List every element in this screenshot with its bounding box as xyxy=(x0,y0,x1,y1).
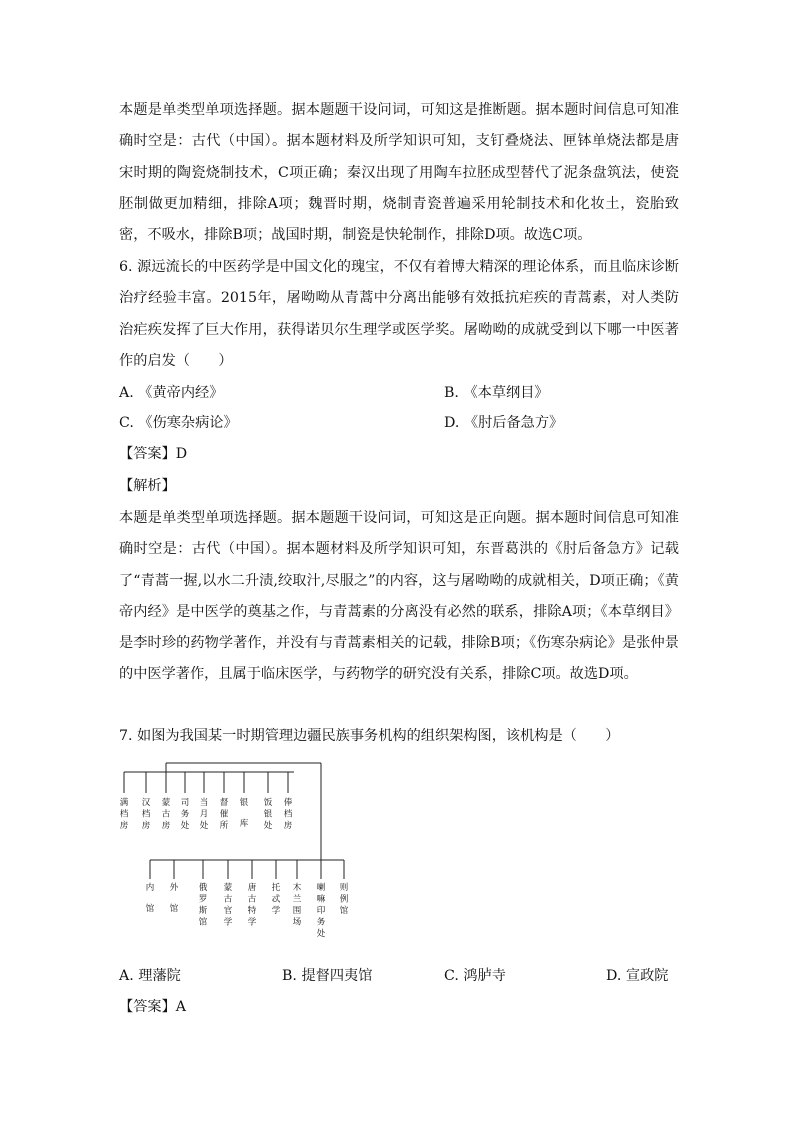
top-node-char: 汉 xyxy=(141,798,151,808)
q5-analysis-paragraph: 本题是单类型单项选择题。据本题题干设问词，可知这是推断题。据本题时间信息可知准确时空是：古代（中国）。据本题材料及所学知识可知，支钉叠烧法、匣钵单烧法都是唐宋时期的陶瓷烧制技术，C项正确；秦汉出现了用陶车拉胚成型替代了泥条盘筑法，使瓷胚制做更加精细，排除A项；魏晋时期，烧制青瓷普遍采用轮制技术和化妆土，瓷胎致密，不吸水，排除B项；战国时期，制瓷是快轮制作，排除D项。故选C项。 xyxy=(119,102,679,244)
q7-answer: 【答案】A xyxy=(119,999,186,1015)
bottom-node-char: 蒙 xyxy=(223,883,233,893)
top-node-char: 满 xyxy=(119,798,129,808)
q6-answer: 【答案】D xyxy=(119,446,188,462)
top-node-char: 银 xyxy=(239,798,249,808)
bottom-node-char: 喇 xyxy=(316,883,326,893)
q7-option-a: A. 理藩院 xyxy=(119,968,181,984)
top-node-char: 档 xyxy=(141,809,151,820)
top-node-char: 档 xyxy=(283,809,293,820)
top-node-char: 处 xyxy=(263,821,273,831)
top-node-char: 督 xyxy=(219,798,229,808)
bottom-node-char: 斯 xyxy=(198,906,208,916)
bottom-node-char: 罗 xyxy=(198,894,208,905)
q7-stem: 7. 如图为我国某一时期管理边疆民族事务机构的组织架构图，该机构是（ ） xyxy=(119,728,620,744)
bottom-node-char: 学 xyxy=(247,917,257,928)
bottom-node-char: 唐 xyxy=(247,883,257,893)
top-node-char: 催 xyxy=(219,809,229,820)
q7-option-b: B. 提督四夷馆 xyxy=(282,968,373,984)
bottom-node-char: 兰 xyxy=(292,894,302,905)
top-node-char: 俸 xyxy=(283,798,293,808)
bottom-node-char: 围 xyxy=(292,906,302,916)
top-node-char: 房 xyxy=(161,821,171,831)
top-node-char: 所 xyxy=(219,821,229,831)
bottom-node-char: 内 xyxy=(145,883,155,893)
bottom-node-char: 馆 xyxy=(145,904,155,914)
bottom-node-char: 忒 xyxy=(271,894,281,905)
bottom-node-char: 印 xyxy=(316,906,326,916)
org-chart xyxy=(118,760,368,945)
bottom-node-char: 官 xyxy=(223,906,233,916)
bottom-node-char: 馆 xyxy=(198,917,208,928)
top-node-char: 古 xyxy=(161,809,171,820)
bottom-node-char: 则 xyxy=(339,883,349,893)
bottom-node-char: 外 xyxy=(169,883,179,893)
q6-analysis-label: 【解析】 xyxy=(119,478,176,494)
top-node-char: 房 xyxy=(141,821,151,831)
bottom-node-char: 托 xyxy=(271,883,281,893)
q7-option-d: D. 宣政院 xyxy=(606,968,669,984)
top-node-char: 银 xyxy=(263,809,273,820)
bottom-node-char: 古 xyxy=(247,894,257,905)
q6-option-c: C. 《伤寒杂病论》 xyxy=(119,415,238,431)
bottom-node-char: 场 xyxy=(292,917,302,928)
top-node-char: 档 xyxy=(119,809,129,820)
org-chart-lines xyxy=(124,763,344,860)
top-node-char: 蒙 xyxy=(161,798,171,808)
q6-option-b: B. 《本草纲目》 xyxy=(444,385,549,401)
top-node-char: 处 xyxy=(199,821,209,831)
bottom-node-char: 嘛 xyxy=(316,894,326,905)
bottom-node-char: 俄 xyxy=(198,883,208,893)
q6-analysis: 本题是单类型单项选择题。据本题题干设问词，可知这是正向题。据本题时间信息可知准确时空是：古代（中国）。据本题材料及所学知识可知，东晋葛洪的《肘后备急方》记载了“青蒿一握,以水二升渍,绞取汁,尽服之”的内容，这与屠呦呦的成就相关，D项正确；《黄帝内经》是中医学的奠基之作，与青蒿素的分离没有必然的联系，排除A项；《本草纲目》是李时珍的药物学著作，并没有与青蒿素相关的记载，排除B项；《伤寒杂病论》是张仲景的中医学著作，且属于临床医学，与药物学的研究没有关系，排除C项。故选D项。 xyxy=(119,510,679,683)
top-node-char: 当 xyxy=(199,798,209,808)
top-node-char: 房 xyxy=(119,821,129,831)
top-node-char: 务 xyxy=(180,809,190,820)
top-node-char: 饭 xyxy=(263,798,273,808)
q6-option-a: A. 《黄帝内经》 xyxy=(119,385,224,401)
bottom-node-char: 例 xyxy=(339,894,349,905)
top-node-char: 库 xyxy=(239,819,249,829)
top-node-char: 处 xyxy=(180,821,190,831)
bottom-node-char: 学 xyxy=(223,917,233,928)
bottom-node-char: 木 xyxy=(292,883,302,893)
top-node-char: 月 xyxy=(199,809,209,820)
bottom-node-char: 馆 xyxy=(339,906,349,916)
q7-option-c: C. 鸿胪寺 xyxy=(444,968,506,984)
top-node-char: 司 xyxy=(180,798,190,808)
bottom-node-char: 特 xyxy=(247,906,257,916)
bottom-node-char: 处 xyxy=(316,929,326,939)
bottom-node-char: 务 xyxy=(316,917,326,928)
q6-stem: 6. 源远流长的中医药学是中国文化的瑰宝，不仅有着博大精深的理论体系，而且临床诊断治疗经验丰富。2015年，屠呦呦从青蒿中分离出能够有效抵抗疟疾的青蒿素，对人类防治疟疾发挥了巨大作用，获得诺贝尔生理学或医学奖。屠呦呦的成就受到以下哪一中医著作的启发（ ） xyxy=(119,259,679,369)
q6-option-d: D. 《肘后备急方》 xyxy=(444,415,564,431)
bottom-node-char: 馆 xyxy=(169,904,179,914)
bottom-node-char: 学 xyxy=(271,906,281,916)
top-node-char: 房 xyxy=(283,821,293,831)
bottom-node-char: 古 xyxy=(223,894,233,905)
